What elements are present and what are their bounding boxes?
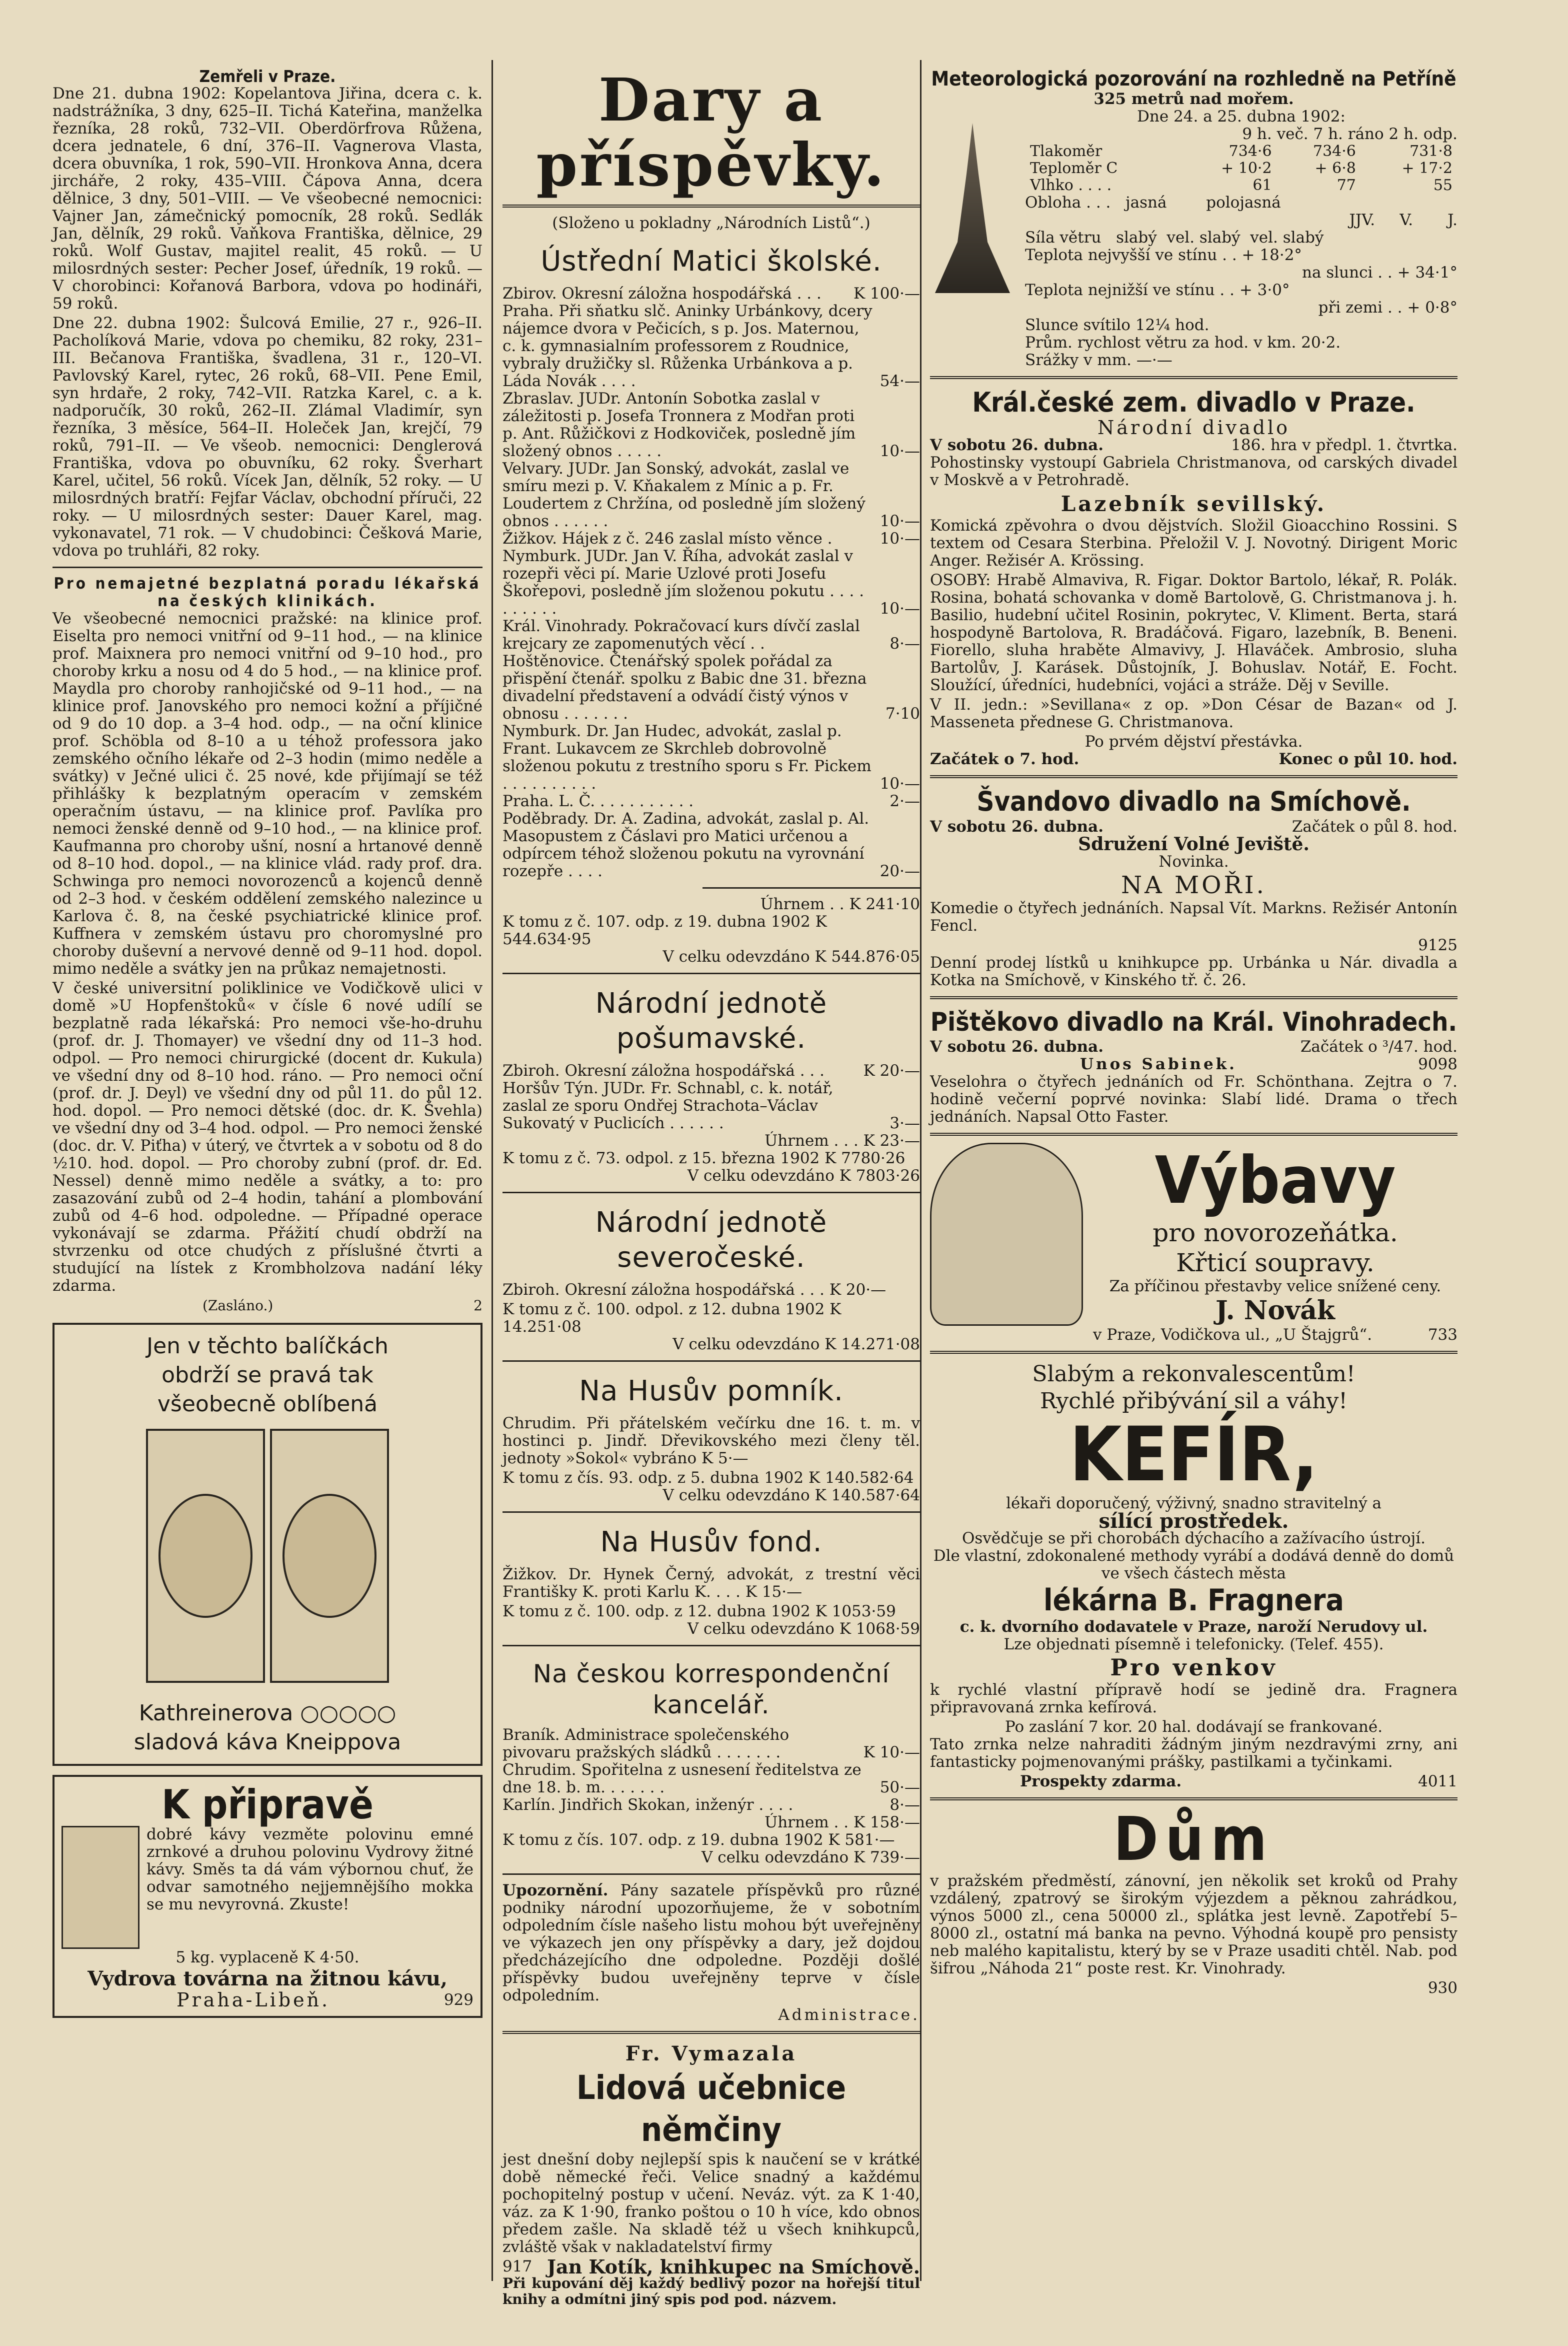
fund-item: Žižkov. Dr. Hynek Černý, advokát, z trestní věci Františky K. proti Karlu K. . . . K 15·— <box>502 1565 920 1601</box>
meteo-cell: 61 <box>1252 177 1272 194</box>
girl-illustration <box>930 1143 1083 1326</box>
fund-item <box>502 810 920 880</box>
fund-sum: K tomu z č. 107. odp. z 19. dubna 1902 K 544.634·95 <box>502 913 827 948</box>
fund-list <box>502 1726 920 1814</box>
fund-item <box>502 653 920 723</box>
fund-item: Zbiroh. Okresní záložna hospodářská . . . K 20·— <box>502 1281 886 1299</box>
ad-text: Osvědčuje se při chorobách dýchacího a zažívacího ústrojí. <box>962 1529 1426 1547</box>
theatre-date: V sobotu 26. dubna. <box>930 436 1104 454</box>
fund-item-text: Hoštěnovice. Čtenářský spolek pořádal za přispění čtenář. spolku z Babic dne 31. března divadelní představení a odvádí čistý výnos v obnosu . . . . . . . <box>502 652 867 723</box>
page-number: 2 <box>474 1297 482 1314</box>
fund-item <box>502 548 920 618</box>
fund-sum-total: V celku odevzdáno K 739·— <box>701 1848 920 1866</box>
theatre-text: Komedie o čtyřech jednáních. Napsal Vít. Markns. Režisér Antonín Fencl. <box>930 899 1458 935</box>
fund-sum: K tomu z čís. 93. odp. z 5. dubna 1902 K 140.582·64 <box>502 1469 914 1487</box>
column-rule <box>492 60 493 2281</box>
ad-firm: J. Novák <box>1216 1295 1335 1326</box>
fund-item-amount: 7·10 <box>885 705 920 723</box>
meteo-line: JJV. V. J. <box>1349 211 1458 229</box>
fund-item-text: Zbraslav. JUDr. Antonín Sobotka zaslal v záležitosti p. Josefa Tronnera z Modřan proti p. Ant. Růžičkovi z Hodkoviček, posledně jím složený obnos . . . . . <box>502 390 856 460</box>
fund-item-text: Zbirov. Okresní záložna hospodářská . . . <box>502 285 822 303</box>
ad-number: 733 <box>1428 1326 1458 1344</box>
theatre-text: Komická zpěvohra o dvou dějstvích. Složil Gioacchino Rossini. S textem od Cesara Sterbina. Přeložil V. J. Novotný. Dirigent Moric Anger. Režisér A. Krössing. <box>930 517 1458 570</box>
fund-list <box>502 285 920 880</box>
theatre-text: Po prvém dějství přestávka. <box>1084 733 1303 751</box>
fund-item <box>502 1761 920 1796</box>
meteo-cell: Teploměr C <box>1030 160 1118 177</box>
fund-item-text: Braník. Administrace společenského pivovaru pražských sládků . . . . . . . <box>502 1726 790 1761</box>
ad-title: Pro venkov <box>1110 1654 1278 1681</box>
meteo-line: Slunce svítilo 12¼ hod. <box>1025 316 1210 334</box>
fund-item-amount: 10·— <box>880 600 920 618</box>
ad-headline: Slabým a rekonvalescentům! <box>1032 1361 1356 1387</box>
meteo-line: Síla větru slabý vel. slabý vel. slabý <box>1025 229 1324 247</box>
ad-text: Dle vlastní, zdokonalené methody vyrábí a dodává denně do domů ve všech částech města <box>933 1547 1454 1582</box>
meteo-row <box>1025 177 1458 194</box>
ad-number: 930 <box>1428 1979 1458 1997</box>
fund-item <box>502 1796 920 1814</box>
meteo-row <box>1025 160 1458 177</box>
ad-text: jest dnešní doby nejlepší spis k naučení se v krátké době německé řeči. Velice snadný a každému pochopitelný postup v učení. Neváz. výt. za K 1·40, váz. za K 1·90, franko poštou o 10 h více, kdo obnos předem zašle. Na skladě též u všech knihkupců, zvláště však v nakladatelství firmy <box>502 2150 920 2256</box>
ad-author: Fr. Vymazala <box>625 2042 798 2065</box>
theatre-title: Král.české zem. divadlo v Praze. <box>972 387 1416 418</box>
fund-sum: K tomu z č. 73. odpol. z 15. března 1902 K 7780·26 <box>502 1149 906 1167</box>
theatre-date: V sobotu 26. dubna. <box>930 1038 1104 1056</box>
fund-sum-total: V celku odevzdáno K 140.587·64 <box>662 1486 920 1504</box>
ad-number: 4011 <box>1418 1772 1458 1790</box>
fund-item-amount: 10·— <box>880 775 920 793</box>
fund-item-amount: 3·— <box>890 1114 920 1132</box>
fund-item-text: Velvary. JUDr. Jan Sonský, advokát, zaslal ve smíru mezi p. V. Kňakalem z Mínic a p. Fr. Loudertem z Chržína, od posledně jím složený obnos . . . . . . <box>502 460 866 530</box>
ad-title: K připravě <box>162 1781 374 1828</box>
theatre-subtitle: Národní divadlo <box>1098 417 1290 439</box>
meteo-cell: 731·8 <box>1410 143 1452 160</box>
fund-list <box>502 1062 920 1132</box>
notice-text: Pány sazatele příspěvků pro různé podniky národní upozorňujeme, že v sobotním odpoledním čísle našeho listu mohou být uveřejněny ve výkazech jen ony příspěvky a dary, jež dojdou předcházejícího dne odpoledne. Později došlé příspěvky budou uveřejněny teprve v čísle odpoledním. <box>502 1881 920 2004</box>
ad-line: obdrží se pravá tak <box>162 1362 374 1388</box>
deaths-text: Dne 21. dubna 1902: Kopelantova Jiřina, dcera c. k. nadstrážníka, 3 dny, 625–II. Tichá Kateřina, manželka řezníka, 28 roků, 732–VII. Oberdörfrova Růžena, dcera jednatele, 6 dní, 376–II. Vagnerova Vlasta, dcera obuvníka, 1 rok, 590–VII. Hronkova Anna, dcera jircháře, 2 roky, 435–VIII. Čápova Anna, dcera dělnice, 3 dny, 501–VIII. — Ve všeobecné nemocnici: Vajner Jan, zámečnický pomocník, 28 roků. Sedlák Jan, dělník, 29 roků. Vaňkova Františka, dělnice, 29 roků. Wolf Gustav, majitel realit, 45 roků. — U milosrdných sester: Pecher Josef, úředník, 19 roků. — V chorobinci: Kořanová Barbora, vdova po hodináři, 59 roků. <box>52 85 482 313</box>
theatre-text: Denní prodej lístků u knihkupce pp. Urbánka u Nár. divadla a Kotka na Smíchově, v Kinského tř. č. 26. <box>930 954 1458 989</box>
theatre-text: Veselohra o čtyřech jednáních od Fr. Schönthana. Zejtra o 7. hodině večerní poprvé novinka: Slabí lidé. Drama o třech jednáních. Napsal Otto Faster. <box>930 1073 1458 1126</box>
meteo-cell: + 10·2 <box>1221 160 1272 177</box>
fund-item-text: Praha. Při sňatku slč. Aninky Urbánkovy, dcery nájemce dvora v Pečicích, s p. Jos. Maternou, c. k. gymnasialním professorem z Roudnice, vybraly družičky sl. Růženka Urbánkova a p. Láda Novák . . . . <box>502 302 872 390</box>
theatre-perf: 186. hra v předpl. 1. čtvrtka. <box>1231 436 1458 454</box>
fund-item-text: Nymburk. JUDr. Jan V. Říha, advokát zaslal v rozepři věci pí. Marie Uzlové proti Josefu Škořepovi, posledně jím složenou pokutu . . . . . . . . . . <box>502 547 864 618</box>
zaslano-label: (Zasláno.) <box>202 1297 274 1314</box>
fund-item-text: Horšův Týn. JUDr. Fr. Schnabl, c. k. notář, zaslal ze sporu Ondřej Strachota–Václav Sukovatý v Puclicích . . . . . . <box>502 1079 834 1132</box>
ad-number: 917 <box>502 2257 532 2275</box>
fund-item <box>502 530 920 548</box>
ad-title: Výbavy <box>1154 1142 1396 1218</box>
fund-sum-total: V celku odevzdáno K 544.876·05 <box>662 948 920 966</box>
kathreiner-ad <box>52 1323 482 1766</box>
fund-title: Na Husův fond. <box>600 1526 822 1558</box>
ad-address: v Praze, Vodičkova ul., „U Štajgrů“. <box>1093 1326 1372 1344</box>
ad-title: Lidová učebnice němčiny <box>576 2068 846 2149</box>
theatre-text: Pohostinsky vystoupí Gabriela Christmanova, od carských divadel v Moskvě a v Petrohradě. <box>930 454 1458 489</box>
theatre-title: Švandovo divadlo na Smíchově. <box>976 786 1411 817</box>
fund-item-text: Žižkov. Hájek z č. 246 zaslal místo věnce . <box>502 530 832 548</box>
ad-footnote: Při kupování děj každý bedlivý pozor na hořejší titul knihy a odmítni jiný spis pod pod. názvem. <box>502 2275 920 2307</box>
fund-item-text: Karlín. Jindřich Skokan, inženýr . . . . <box>502 1796 794 1814</box>
fund-item-amount: K 10·— <box>863 1743 920 1761</box>
fund-item-amount: 50·— <box>880 1778 920 1796</box>
fund-sum: K tomu z č. 100. odpol. z 12. dubna 1902 K 14.251·08 <box>502 1300 842 1336</box>
deaths-text: Dne 22. dubna 1902: Šulcová Emilie, 27 r., 926–II. Pacholíková Marie, vdova po chemiku, 82 roky, 231–III. Bečanova Františka, švadlena, 31 r., 120–VI. Pavlovský Karel, rytec, 26 roků, 68–VII. Pene Emil, syn hrdaře, 2 roky, 742–VII. Ratzka Karel, c. a k. nadporučík, 30 roků, 262–II. Zlámal Vladimír, syn řezníka, 3 měsíce, 564–II. Holeček Jan, krejčí, 79 roků, 791–II. — Ve všeob. nemocnici: Denglerová Františka, vdova po obuvníku, 62 roky. Šverhart Karel, učitel, 56 roků. Vícek Jan, dělník, 52 roky. — U milosrdných bratří: Fejfar Václav, obchodní příruči, 22 roky. — U milosrdných sester: Dauer Karel, mag. vykonavatel, 71 rok. — V chudobinci: Češková Marie, vdova po truhláři, 82 roky. <box>52 314 482 560</box>
fund-item-text: Poděbrady. Dr. A. Zadina, advokát, zaslal p. Al. Masopustem z Čáslavi pro Matici určenou a odpírcem téhož složenou pokutu na vyrovnání rozepře . . . . <box>502 810 870 880</box>
meteo-line: Prům. rychlost větru za hod. v km. 20·2. <box>1025 334 1341 352</box>
notice-title: Upozornění. <box>502 1881 608 1899</box>
fund-sum: K tomu z č. 100. odp. z 12. dubna 1902 K 1053·59 <box>502 1602 896 1620</box>
theatre-new: Novinka. <box>1158 853 1229 871</box>
fund-item <box>502 390 920 460</box>
ad-title: Dům <box>1113 1805 1274 1874</box>
meteo-line: při zemi . . + 0·8° <box>1318 299 1458 317</box>
ad-text: Lze objednati písemně i telefonicky. (Telef. 455). <box>1004 1635 1384 1653</box>
fund-total: Úhrnem . . . K 23·— <box>764 1132 920 1150</box>
column-rule <box>920 60 922 2281</box>
fund-item-text: Chrudim. Spořitelna z usnesení ředitelstva ze dne 18. b. m. . . . . . . <box>502 1761 862 1796</box>
fund-sum-total: V celku odevzdáno K 14.271·08 <box>672 1335 920 1353</box>
ad-text: lékaři doporučený, výživný, snadno stravitelný a <box>1006 1494 1382 1512</box>
ad-line: Kathreinerova ○○○○○ <box>138 1700 396 1726</box>
ad-line: Jen v těchto balíčkách <box>146 1333 388 1359</box>
fund-item-text: Zbiroh. Okresní záložna hospodářská . . . <box>502 1062 824 1080</box>
meteo-cell: 77 <box>1336 177 1356 194</box>
fund-item-amount: 54·— <box>880 372 920 390</box>
meteo-table <box>1025 143 1458 194</box>
theatre-text: OSOBY: Hrabě Almaviva, R. Figar. Doktor Bartolo, lékař, R. Polák. Rosina, bohatá schovanka v domě Bartolově, G. Christmanova j. h. Basilio, hudební učitel Rosinin, pokrytec, V. Kliment. Berta, stará hospodyně Bartolova, R. Bradáčová. Figaro, lazebník, B. Beneni. Fiorello, sluha hraběte Almavivy, J. Hlaváček. Ambrosio, sluha Bartolův, J. Karásek. Důstojník, J. Bohuslav. Notář, E. Focht. Sloužící, úředníci, hudebníci, vojáci a stráže. Děj v Seville. <box>930 571 1458 694</box>
theatre-date: V sobotu 26. dubna. <box>930 818 1104 836</box>
fund-item-amount: 10·— <box>880 530 920 548</box>
fund-item <box>502 285 920 303</box>
fund-title: Ústřední Matici školské. <box>540 245 882 278</box>
ad-text: v pražském předměstí, zánovní, jen několik set kroků od Prahy vzdálený, zpatrový se širokým výjezdem a pěknou zahrádkou, výnos 5000 zl., cena 50000 zl., splátka jest levně. Zapotřebí 5–8000 zl., ostatní má banka na pevno. Výhodná koupě pro pensisty neb malého kapitalistu, který by se v Praze usaditi chtěl. Nab. pod šifrou „Náhoda 21“ poste rest. Kr. Vinohrady. <box>930 1872 1458 1977</box>
fund-item <box>502 1726 920 1761</box>
theatre-start: Začátek o ³/47. hod. <box>1300 1038 1458 1056</box>
ad-title: KEFÍR, <box>1069 1411 1318 1498</box>
fund-title: Národní jednotě severočeské. <box>595 1206 828 1274</box>
column-left <box>52 68 482 2027</box>
fund-item <box>502 460 920 530</box>
fund-item-amount: 10·— <box>880 512 920 530</box>
deaths-title: Zemřeli v Praze. <box>199 67 336 86</box>
notice-sign: Administrace. <box>778 2006 920 2024</box>
meteo-line: na slunci . . + 34·1° <box>1302 264 1458 282</box>
ad-text: k rychlé vlastní přípravě hodí se jedině dra. Fragnera připravovaná zrnka kefírová. <box>930 1681 1458 1716</box>
ad-prospect: Prospekty zdarma. <box>1020 1772 1182 1790</box>
meteo-subtitle: 325 metrů nad mořem. <box>1094 90 1294 108</box>
ad-pharmacy: lékárna B. Fragnera <box>1044 1583 1344 1618</box>
fund-item: Chrudim. Při přátelském večírku dne 16. t. m. v hostinci p. Jindř. Dřevikovského mezi členy těl. jednoty »Sokol« vybráno K 5·— <box>502 1414 920 1467</box>
fund-total: Úhrnem . . K 241·10 <box>760 895 920 913</box>
fund-sum-total: V celku odevzdáno K 7803·26 <box>687 1167 920 1185</box>
ad-number: 929 <box>444 1991 474 2009</box>
ad-line: všeobecně oblíbená <box>157 1391 378 1417</box>
ad-text: Po zaslání 7 kor. 20 hal. dodávají se frankované. <box>1004 1718 1383 1736</box>
ad-address: c. k. dvorního dodavatele v Praze, naroží Nerudovy ul. <box>960 1618 1428 1636</box>
ad-price: 5 kg. vyplaceně K 4·50. <box>176 1948 360 1966</box>
column-right <box>930 68 1458 1997</box>
theatre-text: V II. jedn.: »Sevillana« z op. »Don César de Bazan« od J. Masseneta přednese G. Christmanova. <box>930 696 1458 731</box>
meteo-date: Dne 24. a 25. dubna 1902: <box>1137 108 1346 126</box>
meteo-cell: Vlhko . . . . <box>1030 177 1112 194</box>
vybavy-ad <box>930 1143 1458 1344</box>
coffee-can-image <box>62 1826 140 1949</box>
meteo-title: Meteorologická pozorování na rozhledně na Petříně <box>931 68 1456 91</box>
fund-item <box>502 303 920 390</box>
fund-item-text: Nymburk. Dr. Jan Hudec, advokát, zaslal p. Frant. Lukavcem ze Skrchleb dobrovolně složenou pokutu z trestního sporu s Fr. Pickem . . . . . . . . . . <box>502 722 872 793</box>
theatre-play: Lazebník sevillský. <box>1060 492 1327 516</box>
meteo-cell: + 6·8 <box>1314 160 1356 177</box>
theatre-title: Pištěkovo divadlo na Král. Vinohradech. <box>930 1007 1458 1037</box>
meteo-cell: 734·6 <box>1228 143 1272 160</box>
section-subtitle: (Složeno u pokladny „Národních Listů“.) <box>552 214 870 232</box>
column-middle <box>502 65 920 2309</box>
clinic-title: Pro nemajetné bezplatná poradu lékařská na českých klinikách. <box>54 575 482 610</box>
fund-title: Národní jednotě pošumavské. <box>595 987 828 1055</box>
theatre-play: NA MOŘI. <box>1121 871 1266 899</box>
ad-line: sladová káva Kneippova <box>134 1729 402 1755</box>
tower-icon <box>935 123 1010 293</box>
clinic-text: Ve všeobecné nemocnici pražské: na klinice prof. Eiselta pro nemoci vnitřní od 9–11 hod., — na klinice prof. Maixnera pro nemoci vnitřní od 9–10 hod., pro choroby krku a nosu od 4 do 5 hod., — na klinice prof. Maydla pro choroby ranhojičské od 9–11 hod., — na klinice prof. Janovského pro nemoci kožní a příjičné od 9 do 10 dop. a 3–4 hod. odp., — na oční klinice prof. Schöbla od 8–10 a u téhož professora jako zemského očního lékaře od 2–3 hodin (mimo neděle a svátky) v Ječné ulici č. 25 nové, kde přijímají se též přihlášky k bezplatným operacím v zemském operačním ústavu, — na klinice prof. Pavlíka pro nemoci ženské denně od 9–10 hod., — na klinice prof. Kaufmanna pro choroby ušní, nosní a hrtanové denně od 8–10 hod. dopol., — na klinice vlád. rady prof. dra. Schwinga pro nemoci novorozenců a kojenců denně od 2–3 hod. v českém oddělení zemského nalezince u Karlova č. 8, na české psychiatrické klinice prof. Kuffnera v zemském ústavu pro choromyslné pro choroby duševní a nervové denně od 9–11 hod. dopol. mimo neděle a svátky jen na průkaz nemajetnosti. <box>52 610 482 978</box>
fund-sum-total: V celku odevzdáno K 1068·59 <box>687 1620 920 1638</box>
meteo-line: Teplota nejnižší ve stínu . . + 3·0° <box>1025 281 1290 299</box>
meteo-cell: Tlakoměr <box>1030 143 1102 160</box>
ad-firm: Vydrova továrna na žitnou kávu, <box>88 1967 448 1990</box>
fund-item-amount: K 20·— <box>863 1062 920 1080</box>
meteo-header: 9 h. več. 7 h. ráno 2 h. odp. <box>1242 125 1458 143</box>
theatre-number: 9098 <box>1418 1055 1458 1073</box>
fund-item <box>502 1080 920 1132</box>
theatre-start: Začátek o půl 8. hod. <box>1292 818 1458 836</box>
fund-item-amount: 8·— <box>890 635 920 653</box>
fund-total: Úhrnem . . K 158·— <box>764 1813 920 1831</box>
fund-title: Na Husův pomník. <box>579 1375 844 1407</box>
ad-headline: Rychlé přibývání sil a váhy! <box>1040 1388 1348 1414</box>
fund-sum: K tomu z čís. 107. odp. z 19. dubna 1902 K 581·— <box>502 1831 895 1849</box>
fund-item-amount: K 100·— <box>853 285 920 303</box>
fund-item-amount: 10·— <box>880 442 920 460</box>
theatre-subtitle: Sdružení Volné Jeviště. <box>1078 834 1310 855</box>
theatre-start: Začátek o 7. hod. <box>930 750 1080 768</box>
meteo-line: Srážky v mm. —·— <box>1025 351 1172 369</box>
fund-item-amount: 20·— <box>880 862 920 880</box>
ad-firm: Jan Kotík, knihkupec na Smíchově. <box>546 2255 920 2278</box>
meteo-cell: 734·6 <box>1312 143 1356 160</box>
fund-item-text: Praha. L. Č. . . . . . . . . . . <box>502 792 694 810</box>
meteo-line: Obloha . . . jasná polojasná <box>1025 194 1281 212</box>
coffee-packets-image <box>138 1429 398 1689</box>
meteo-row <box>1025 143 1458 160</box>
ad-text: dobré kávy vezměte polovinu emné zrnkové a druhou polovinu Vydrovy žitné kávy. Směs ta dá vám výbornou chuť, že odvar samotného nejjemnějšího mokka se mu nevyrovná. Zkuste! <box>146 1825 474 1913</box>
theatre-play: Unos Sabinek. <box>1080 1055 1237 1073</box>
theatre-number: 9125 <box>1418 936 1458 954</box>
fund-item <box>502 723 920 793</box>
ad-subtitle: Křticí soupravy. <box>1176 1248 1374 1277</box>
fund-title: Na českou korrespondenční kancelář. <box>532 1659 890 1719</box>
section-title: Dary a příspěvky. <box>536 65 886 200</box>
ad-subtitle: pro novorozeňátka. <box>1152 1218 1398 1247</box>
fund-item <box>502 618 920 653</box>
ad-text: sílící prostředek. <box>1098 1509 1289 1533</box>
ad-text: Za příčinou přestavby velice snížené ceny. <box>1109 1277 1442 1295</box>
theatre-end: Konec o půl 10. hod. <box>1278 750 1458 768</box>
ad-place: Praha-Libeň. <box>176 1989 330 2011</box>
fund-item-text: Král. Vinohrady. Pokračovací kurs dívčí zaslal krejcary ze zapomenutých věcí . . <box>502 617 860 653</box>
fund-item-amount: 2·— <box>890 792 920 810</box>
vydra-ad <box>52 1775 482 2018</box>
meteo-cell: 55 <box>1433 177 1452 194</box>
ad-text: Tato zrnka nelze nahraditi žádným jiným nezdravými zrny, ani fantasticky pojmenovanými prášky, pastilkami a tyčinkami. <box>930 1735 1458 1771</box>
fund-item-amount: 8·— <box>890 1796 920 1814</box>
clinic-text: V české universitní poliklinice ve Vodičkově ulici v domě »U Hopfenštoků« v čísle 6 nové udílí se bezplatně rada lékařská: Pro nemoci vše-ho-druhu (prof. dr. J. Thomayer) ve všední dny od 11–3 hod. odpol. — Pro nemoci chirurgické (docent dr. Kukula) ve všední dny od 8–10 hod. ráno. — Pro nemoci oční (prof. dr. J. Deyl) ve všední dny od půl 11. do půl 12. hod. dopol. — Pro nemoci dětské (doc. dr. K. Švehla) ve všední dny od 3–4 hod. odpol. — Pro nemoci ženské (doc. dr. V. Piťha) v úterý, ve čtvrtek a v sobotu od 8 do ½10. hod. dopol. — Pro choroby zubní (prof. dr. Ed. Nessel) denně mimo neděle a svátky, a to: pro zasazování zubů od 2–4 hodin, tahání a plombování zubů od 4–6 hod. odpoledne. — Případné operace vykonávají se zdarma. Přážití chudí obdrží na stvrzenku od otce chudých z příslušné čtvrti a studující na lístek z Krombholzova nadání léky zdarma. <box>52 979 482 1295</box>
meteo-line: Teplota nejvyšší ve stínu . . + 18·2° <box>1025 246 1302 264</box>
fund-item <box>502 793 920 810</box>
meteo-cell: + 17·2 <box>1402 160 1452 177</box>
fund-item <box>502 1062 920 1080</box>
